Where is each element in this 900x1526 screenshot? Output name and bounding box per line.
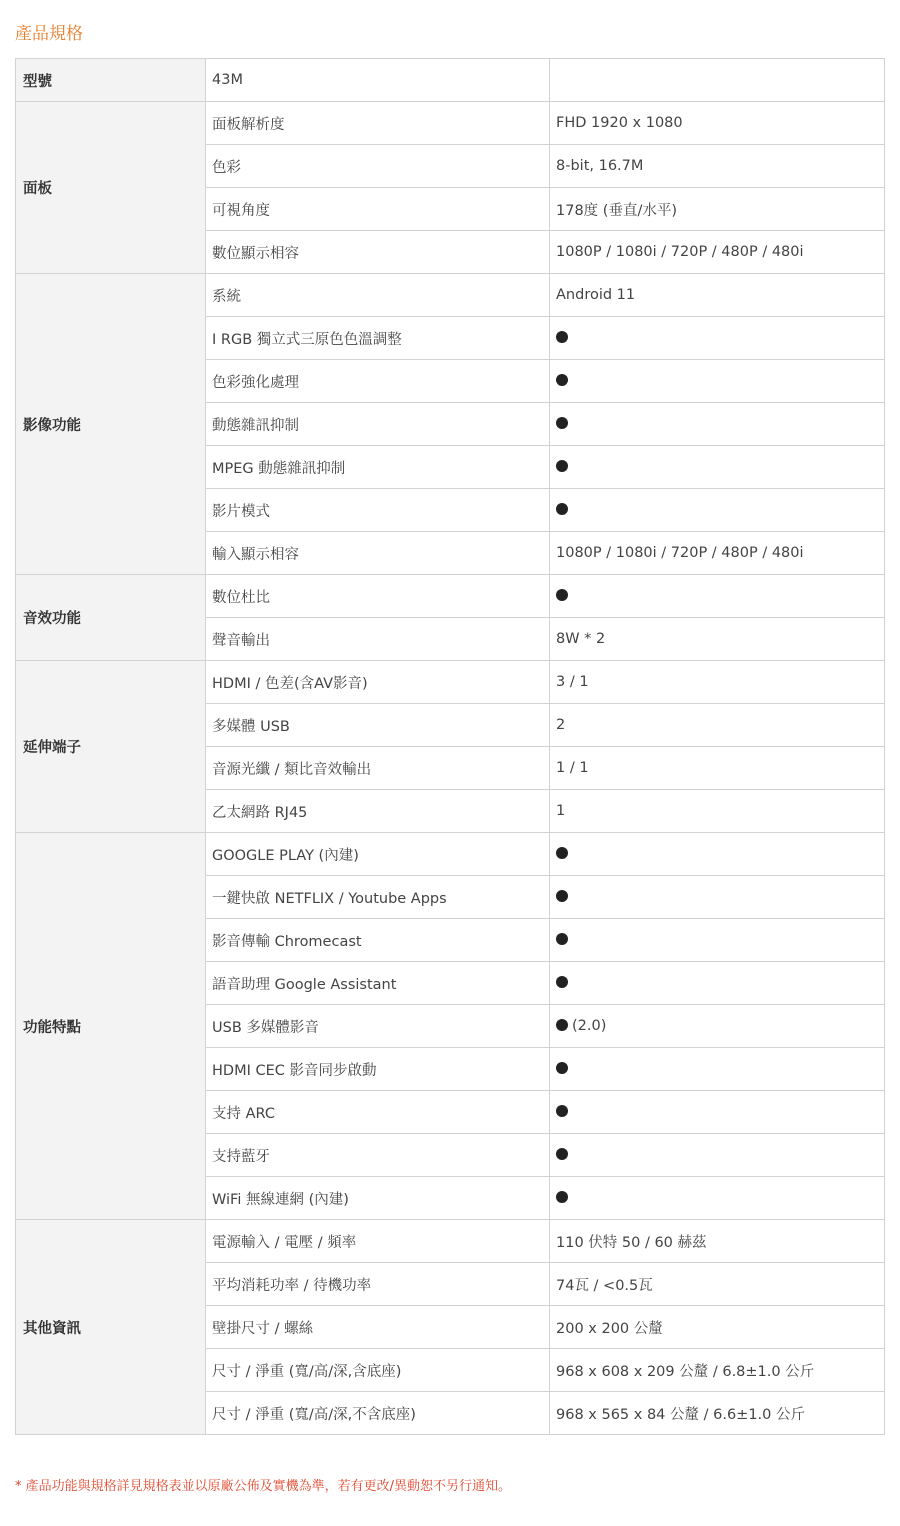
section-title: 產品規格: [15, 24, 83, 44]
value-text: 968 x 608 x 209 公釐 / 6.8±1.0 公斤: [556, 1363, 815, 1380]
spec-table-body: [16, 59, 885, 1435]
spec-table: [15, 58, 885, 1435]
value-text: 8-bit, 16.7M: [556, 158, 644, 174]
category-cell: 延伸端子: [16, 661, 206, 833]
value-cell: [550, 747, 885, 790]
supported-dot-icon: [556, 331, 568, 343]
value-text: 1080P / 1080i / 720P / 480P / 480i: [556, 244, 804, 260]
category-cell: 音效功能: [16, 575, 206, 661]
value-text: 1080P / 1080i / 720P / 480P / 480i: [556, 545, 804, 561]
value-cell: [550, 661, 885, 704]
supported-dot-icon: [556, 503, 568, 515]
value-cell: [550, 618, 885, 661]
spec-row: [16, 59, 885, 102]
feature-cell: 色彩: [206, 145, 550, 188]
feature-cell: 尺寸 / 淨重 (寬/高/深,不含底座): [206, 1392, 550, 1435]
supported-dot-icon: [556, 417, 568, 429]
spec-row: [16, 1220, 885, 1263]
value-text: 2: [556, 717, 566, 733]
category-cell: 影像功能: [16, 274, 206, 575]
value-cell: [550, 876, 885, 919]
value-cell: [550, 1091, 885, 1134]
feature-cell: 動態雜訊抑制: [206, 403, 550, 446]
value-cell: [550, 274, 885, 317]
value-cell: [550, 102, 885, 145]
value-cell: [550, 575, 885, 618]
feature-cell: 音源光纖 / 類比音效輸出: [206, 747, 550, 790]
feature-cell: 影片模式: [206, 489, 550, 532]
feature-cell: 語音助理 Google Assistant: [206, 962, 550, 1005]
supported-dot-icon: [556, 1019, 568, 1031]
feature-cell: 43M: [206, 59, 550, 102]
value-cell: [550, 962, 885, 1005]
value-cell: [550, 532, 885, 575]
feature-cell: 輸入顯示相容: [206, 532, 550, 575]
feature-cell: 面板解析度: [206, 102, 550, 145]
supported-dot-icon: [556, 890, 568, 902]
category-cell: 其他資訊: [16, 1220, 206, 1435]
value-text: 74瓦 / <0.5瓦: [556, 1277, 653, 1294]
spec-row: [16, 661, 885, 704]
value-text: Android 11: [556, 287, 636, 303]
feature-cell: 影音傳輸 Chromecast: [206, 919, 550, 962]
value-text: 200 x 200 公釐: [556, 1320, 663, 1337]
feature-cell: 電源輸入 / 電壓 / 頻率: [206, 1220, 550, 1263]
disclaimer-note: * 產品功能與規格詳見規格表並以原廠公佈及實機為準，若有更改/異動恕不另行通知。: [15, 1479, 512, 1494]
supported-dot-icon: [556, 847, 568, 859]
value-text: 968 x 565 x 84 公釐 / 6.6±1.0 公斤: [556, 1406, 805, 1423]
value-text: 1: [556, 803, 566, 819]
category-cell: 型號: [16, 59, 206, 102]
feature-cell: 色彩強化處理: [206, 360, 550, 403]
value-cell: [550, 704, 885, 747]
supported-dot-icon: [556, 933, 568, 945]
feature-cell: 平均消耗功率 / 待機功率: [206, 1263, 550, 1306]
supported-dot-icon: [556, 460, 568, 472]
value-cell: [550, 1048, 885, 1091]
value-text: 178度 (垂直/水平): [556, 202, 677, 219]
category-cell: 功能特點: [16, 833, 206, 1220]
value-cell: [550, 446, 885, 489]
feature-cell: MPEG 動態雜訊抑制: [206, 446, 550, 489]
value-cell: [550, 145, 885, 188]
supported-dot-icon: [556, 374, 568, 386]
value-note: (2.0): [572, 1018, 607, 1034]
value-cell: [550, 360, 885, 403]
feature-cell: 數位顯示相容: [206, 231, 550, 274]
value-cell: [550, 489, 885, 532]
value-text: 1 / 1: [556, 760, 589, 776]
feature-cell: I RGB 獨立式三原色色溫調整: [206, 317, 550, 360]
supported-dot-icon: [556, 1105, 568, 1117]
value-cell: [550, 403, 885, 446]
value-text: 3 / 1: [556, 674, 589, 690]
feature-cell: HDMI / 色差(含AV影音): [206, 661, 550, 704]
value-cell: [550, 1306, 885, 1349]
supported-dot-icon: [556, 1062, 568, 1074]
value-text: 110 伏特 50 / 60 赫茲: [556, 1234, 707, 1251]
value-cell: [550, 1177, 885, 1220]
value-cell: [550, 790, 885, 833]
value-cell: [550, 59, 885, 102]
value-cell: [550, 1220, 885, 1263]
supported-dot-icon: [556, 1191, 568, 1203]
feature-cell: 多媒體 USB: [206, 704, 550, 747]
feature-cell: WiFi 無線連網 (內建): [206, 1177, 550, 1220]
category-cell: 面板: [16, 102, 206, 274]
value-cell: [550, 919, 885, 962]
feature-cell: 乙太網路 RJ45: [206, 790, 550, 833]
spec-row: [16, 102, 885, 145]
value-text: 8W * 2: [556, 631, 606, 647]
value-cell: [550, 188, 885, 231]
spec-row: [16, 575, 885, 618]
feature-cell: USB 多媒體影音: [206, 1005, 550, 1048]
feature-cell: 數位杜比: [206, 575, 550, 618]
supported-dot-icon: [556, 1148, 568, 1160]
feature-cell: 可視角度: [206, 188, 550, 231]
feature-cell: 聲音輸出: [206, 618, 550, 661]
value-cell: [550, 1349, 885, 1392]
feature-cell: HDMI CEC 影音同步啟動: [206, 1048, 550, 1091]
feature-cell: GOOGLE PLAY (內建): [206, 833, 550, 876]
value-cell: [550, 1263, 885, 1306]
feature-cell: 壁掛尺寸 / 螺絲: [206, 1306, 550, 1349]
value-cell: [550, 1392, 885, 1435]
value-cell: [550, 231, 885, 274]
feature-cell: 系統: [206, 274, 550, 317]
feature-cell: 支持藍牙: [206, 1134, 550, 1177]
feature-cell: 一鍵快啟 NETFLIX / Youtube Apps: [206, 876, 550, 919]
supported-dot-icon: [556, 589, 568, 601]
value-cell: [550, 833, 885, 876]
value-cell: [550, 1134, 885, 1177]
supported-dot-icon: [556, 976, 568, 988]
spec-row: [16, 833, 885, 876]
feature-cell: 支持 ARC: [206, 1091, 550, 1134]
value-cell: [550, 1005, 885, 1048]
value-text: FHD 1920 x 1080: [556, 115, 683, 131]
feature-cell: 尺寸 / 淨重 (寬/高/深,含底座): [206, 1349, 550, 1392]
value-cell: [550, 317, 885, 360]
spec-row: [16, 274, 885, 317]
